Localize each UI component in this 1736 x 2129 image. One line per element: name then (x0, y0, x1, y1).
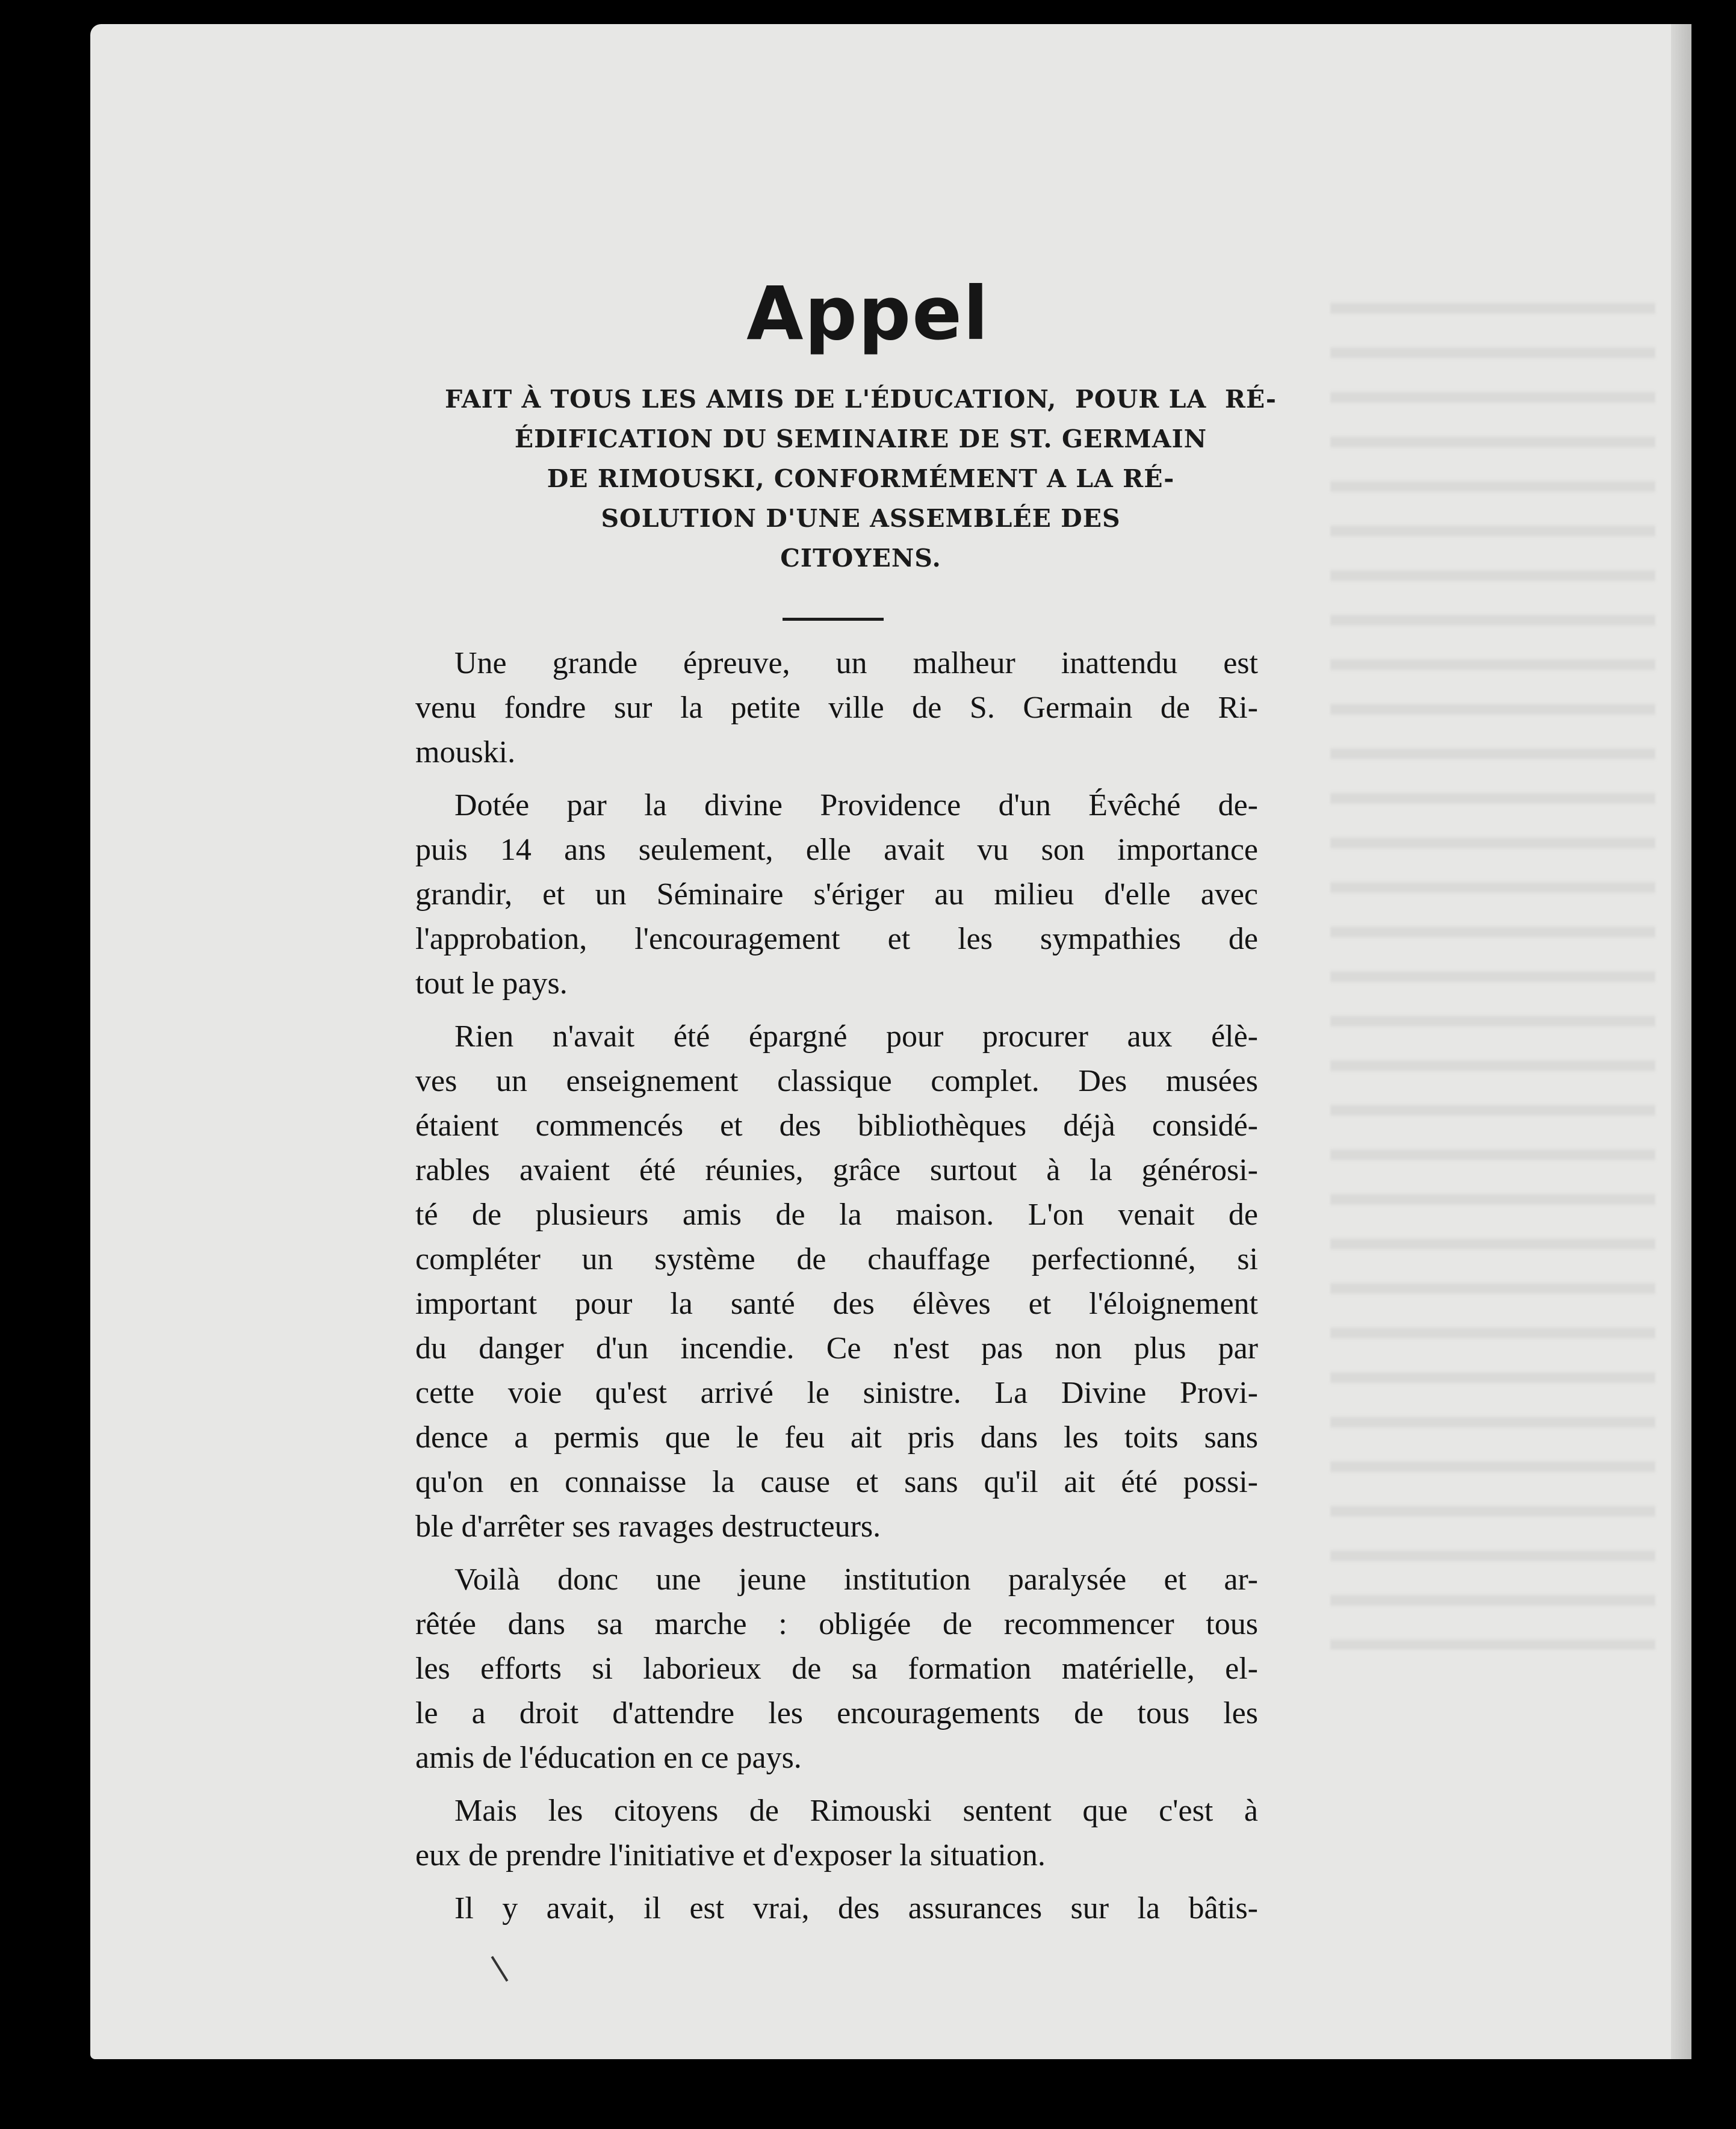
text-line: dence a permis que le feu ait pris dans les toits sans (415, 1420, 1258, 1455)
text-line: qu'on en connaisse la cause et sans qu'il ait été possi- (415, 1465, 1258, 1499)
text-line: té de plusieurs amis de la maison. L'on venait de (415, 1198, 1258, 1232)
text-line: cette voie qu'est arrivé le sinistre. La Divine Provi- (415, 1376, 1258, 1410)
paragraph (415, 641, 1258, 775)
text-line: grandir, et un Séminaire s'ériger au milieu d'elle avec (415, 877, 1258, 912)
paragraph (415, 783, 1258, 1006)
text-line: Une grande épreuve, un malheur inattendu est (454, 646, 1258, 680)
text-line: Voilà donc une jeune institution paralysée et ar- (454, 1562, 1258, 1597)
document-subheading (361, 379, 1360, 578)
text-line: amis de l'éducation en ce pays. (415, 1741, 802, 1775)
text-line: puis 14 ans seulement, elle avait vu son importance (415, 833, 1258, 867)
text-line: ble d'arrêter ses ravages destructeurs. (415, 1509, 881, 1544)
text-line: ves un enseignement classique complet. Des musées (415, 1064, 1258, 1098)
text-line: les efforts si laborieux de sa formation matérielle, el- (415, 1652, 1258, 1686)
paragraph (415, 1886, 1258, 1931)
title-divider-rule (783, 618, 884, 621)
paragraph (415, 1789, 1258, 1878)
document-title: Appel (746, 271, 990, 356)
paragraph (415, 1015, 1258, 1549)
text-line: Rien n'avait été épargné pour procurer aux élè- (454, 1019, 1258, 1054)
text-line: compléter un système de chauffage perfectionné, si (415, 1242, 1258, 1276)
text-line: le a droit d'attendre les encouragements de tous les (415, 1696, 1258, 1730)
text-line: eux de prendre l'initiative et d'exposer la situation. (415, 1838, 1046, 1873)
text-line: venu fondre sur la petite ville de S. Germain de Ri- (415, 691, 1258, 725)
document-body (415, 641, 1258, 1931)
subhead-line: FAIT À TOUS LES AMIS DE L'ÉDUCATION, POUR LA RÉ- (445, 385, 1277, 414)
text-line: l'approbation, l'encouragement et les sympathies de (415, 922, 1258, 956)
text-line: Il y avait, il est vrai, des assurances sur la bâtis- (454, 1891, 1258, 1925)
paragraph (415, 1558, 1258, 1780)
text-line: tout le pays. (415, 966, 568, 1001)
subhead-line: SOLUTION D'UNE ASSEMBLÉE DES (601, 504, 1121, 533)
text-line: Dotée par la divine Providence d'un Évêché de- (454, 788, 1258, 822)
bleed-through-texture (1330, 277, 1655, 1650)
text-line: rêtée dans sa marche : obligée de recommencer tous (415, 1607, 1258, 1641)
text-line: du danger d'un incendie. Ce n'est pas non plus par (415, 1331, 1258, 1366)
text-line: Mais les citoyens de Rimouski sentent que c'est à (454, 1794, 1258, 1828)
subhead-line: ÉDIFICATION DU SEMINAIRE DE ST. GERMAIN (514, 424, 1207, 453)
subhead-line: CITOYENS. (780, 544, 941, 573)
text-line: important pour la santé des élèves et l'éloignement (415, 1287, 1258, 1321)
text-line: rables avaient été réunies, grâce surtout à la générosi- (415, 1153, 1258, 1187)
text-line: mouski. (415, 735, 516, 769)
subhead-line: DE RIMOUSKI, CONFORMÉMENT A LA RÉ- (547, 464, 1175, 493)
text-line: étaient commencés et des bibliothèques déjà considé- (415, 1108, 1258, 1143)
